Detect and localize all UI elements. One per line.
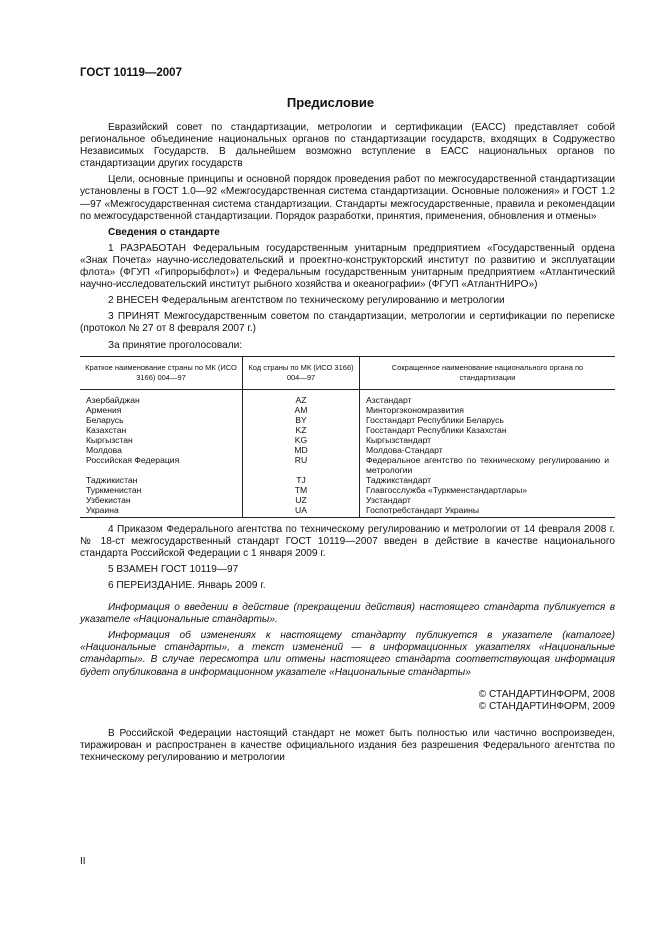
org-cell: Узстандарт <box>360 495 616 505</box>
intro-paragraph: Цели, основные принципы и основной порядок проведения работ по межгосударственной стандартизации установлены в ГОСТ 1.0—92 «Межгосударственная система стандартизации. Основные положения» и ГОСТ 1.2—97 «Межгосударственная система стандартизации. Стандарты межгосударственные, правила и рекомендации по межгосударственной стандартизации. Порядок разработки, принятия, применения, обновления и отмены» <box>80 174 615 222</box>
country-cell: Молдова <box>86 444 122 455</box>
table-row <box>80 425 615 435</box>
voting-table <box>80 356 615 518</box>
page-title: Предисловие <box>286 95 375 110</box>
column-header: Краткое наименование страны по МК (ИСО 3166) 004—97 <box>80 356 243 389</box>
country-cell: Армения <box>86 404 122 415</box>
page-number: II <box>80 856 86 867</box>
code-cell: TM <box>243 485 360 495</box>
country-cell: Азербайджан <box>86 394 140 405</box>
org-cell: Госпотребстандарт Украины <box>360 505 616 518</box>
code-cell: UZ <box>243 495 360 505</box>
org-cell: Главгосслужба «Туркменстандартлары» <box>360 485 616 495</box>
info-item: 1 РАЗРАБОТАН Федеральным государственным унитарным предприятием «Государственный ордена «Знак Почета» научно-исследовательский и проектно-конструкторский институт по развитию и эксплуатации флота» (ФГУП «Гипрорыбфлот») и Федеральным государственным унитарным предприятием «Атлантический научно-исследовательский институт рыбного хозяйства и океанографии» (ФГУП «АтлантНИРО») <box>80 242 615 291</box>
table-row <box>80 435 615 445</box>
copyright-block <box>80 689 615 714</box>
standard-code-header: ГОСТ 10119—2007 <box>80 67 182 79</box>
country-cell: Беларусь <box>86 414 124 425</box>
closing-paragraph: В Российской Федерации настоящий стандарт не может быть полностью или частично воспроизведен, тиражирован и распространен в качестве официального издания без разрешения Федерального агентства по техническому регулированию и метрологии <box>80 727 615 763</box>
org-cell: Азстандарт <box>360 389 616 405</box>
code-cell: AM <box>243 405 360 415</box>
vote-intro: За принятие проголосовали: <box>108 339 243 351</box>
country-cell: Казахстан <box>86 424 127 435</box>
org-cell: Госстандарт Республики Беларусь <box>360 415 616 425</box>
org-cell: Госстандарт Республики Казахстан <box>360 425 616 435</box>
code-cell: MD <box>243 445 360 455</box>
info-item: 2 ВНЕСЕН Федеральным агентством по техническому регулированию и метрологии <box>108 295 505 307</box>
org-cell: Минторгэкономразвития <box>360 405 616 415</box>
code-cell: KZ <box>243 425 360 435</box>
table-row <box>80 475 615 485</box>
notice-paragraph: Информация о введении в действие (прекращении действия) настоящего стандарта публикуется в указателе «Национальные стандарты». <box>80 602 615 626</box>
notice-paragraph: Информация об изменениях к настоящему стандарту публикуется в указателе (каталоге) «Национальные стандарты», а текст изменений — в информационных указателях «Национальные стандарты». В случае пересмотра или отмены настоящего стандарта соответствующая информация будет опубликована в информационном указателе «Национальные стандарты» <box>80 630 615 678</box>
info-item: 4 Приказом Федерального агентства по техническому регулированию и метрологии от 14 февраля 2008 г. № 18-ст межгосударственный стандарт ГОСТ 10119—2007 введен в действие в качестве национального стандарта Российской Федерации с 1 января 2009 г. <box>80 523 615 559</box>
table-row <box>80 445 615 455</box>
section-heading: Сведения о стандарте <box>108 226 220 238</box>
copyright-line: © СТАНДАРТИНФОРМ, 2009 <box>478 701 615 713</box>
copyright-line: © СТАНДАРТИНФОРМ, 2008 <box>478 688 615 700</box>
country-cell: Туркменистан <box>86 484 142 495</box>
info-item: 6 ПЕРЕИЗДАНИЕ. Январь 2009 г. <box>108 579 266 591</box>
country-cell: Узбекистан <box>86 494 131 505</box>
code-cell: BY <box>243 415 360 425</box>
code-cell: UA <box>243 505 360 518</box>
table-row <box>80 495 615 505</box>
table-row <box>80 455 615 475</box>
info-item: 3 ПРИНЯТ Межгосударственным советом по стандартизации, метрологии и сертификации по переписке (протокол № 27 от 8 февраля 2007 г.) <box>80 311 615 335</box>
table-header-row <box>80 356 615 389</box>
org-cell: Федеральное агентство по техническому регулированию и метрологии <box>360 455 616 475</box>
code-cell: TJ <box>243 475 360 485</box>
country-cell: Кыргызстан <box>86 434 133 445</box>
org-cell: Кыргызстандарт <box>360 435 616 445</box>
info-item: 5 ВЗАМЕН ГОСТ 10119—97 <box>108 563 239 575</box>
table-row <box>80 505 615 518</box>
country-cell: Российская Федерация <box>86 454 180 465</box>
column-header: Сокращенное наименование национального органа по стандартизации <box>360 356 616 389</box>
country-cell: Таджикистан <box>86 474 138 485</box>
code-cell: KG <box>243 435 360 445</box>
table-row <box>80 405 615 415</box>
table-row <box>80 415 615 425</box>
column-header: Код страны по МК (ИСО 3166) 004—97 <box>243 356 360 389</box>
org-cell: Молдова-Стандарт <box>360 445 616 455</box>
code-cell: AZ <box>243 389 360 405</box>
code-cell: RU <box>243 455 360 475</box>
table-row <box>80 485 615 495</box>
org-cell: Таджикстандарт <box>360 475 616 485</box>
country-cell: Украина <box>80 505 243 518</box>
document-body <box>80 122 615 768</box>
table-row <box>80 389 615 405</box>
intro-paragraph: Евразийский совет по стандартизации, метрологии и сертификации (ЕАСС) представляет собой региональное объединение национальных органов по стандартизации государств, входящих в Содружество Независимых Государств. В дальнейшем возможно вступление в ЕАСС национальных органов по стандартизации других государств <box>80 122 615 170</box>
